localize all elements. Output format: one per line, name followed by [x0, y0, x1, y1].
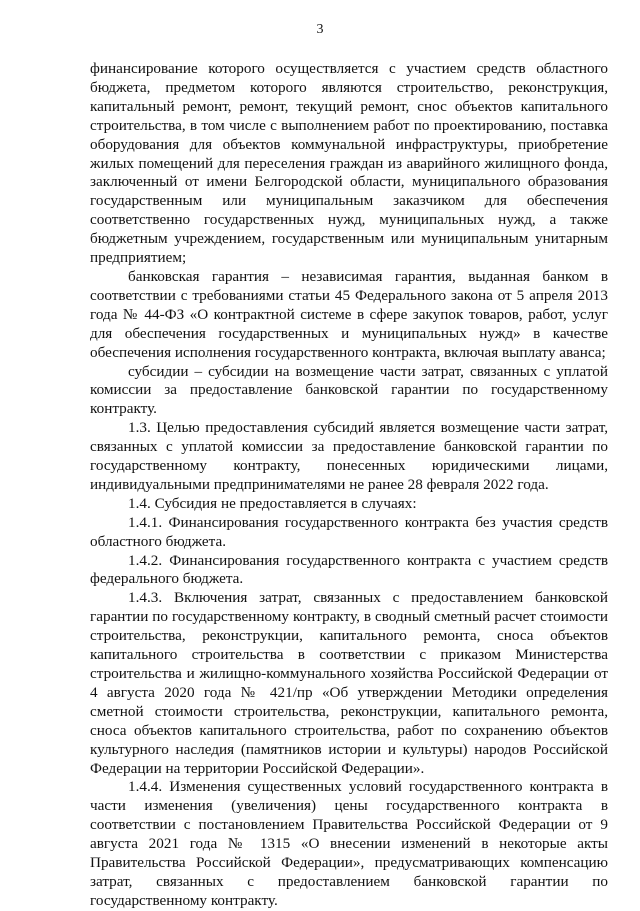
paragraph-definition-bank-guarantee: банковская гарантия – независимая гарантия, выданная банком в соответствии с требованиями статьи 45 Федерального закона от 5 апреля 2013 года № 44-ФЗ «О контрактной системе в сфере закупок товаров, работ, услуг для обеспечения государственных и муниципальных нужд» в качестве обеспечения исполнения государственного контракта, включая выплату аванса; [90, 267, 608, 361]
paragraph-1-4-1: 1.4.1. Финансирования государственного контракта без участия средств областного бюджета. [90, 513, 608, 550]
paragraph-1-4-4: 1.4.4. Изменения существенных условий государственного контракта в части изменения (увеличения) цены государственного контракта в соответствии с постановлением Правительства Российской Федерации от 9 августа 2021 года № 1315 «О внесении изменений в некоторые акты Правительства Российской Федерации», предусматривающих компенсацию затрат, связанных с предоставлением банковской гарантии по государственному контракту. [90, 778, 608, 909]
page-number: 3 [316, 22, 324, 37]
paragraph-definition-contract: финансирование которого осуществляется с участием средств областного бюджета, предметом которого являются строительство, реконструкция, капитальный ремонт, ремонт, текущий ремонт, снос объектов капитального строительства, в том числе с выполнением работ по проектированию, поставка оборудования для объектов коммунальной инфраструктуры, приобретение жилых помещений для переселения граждан из аварийного жилищного фонда, заключенный от имени Белгородской области, муниципального образования государственным или муниципальным заказчиком для обеспечения соответственно государственных нужд, муниципальных нужд, а также бюджетным учреждением, государственным или муниципальным унитарным предприятием; [90, 60, 608, 267]
paragraph-1-3: 1.3. Целью предоставления субсидий является возмещение части затрат, связанных с уплатой комиссии за предоставление банковской гарантии по государственному контракту, понесенных юридическими лицами, индивидуальными предпринимателями не ранее 28 февраля 2022 года. [90, 419, 608, 493]
paragraph-definition-subsidies: субсидии – субсидии на возмещение части затрат, связанных с уплатой комиссии за предоставление банковской гарантии по государственному контракту. [90, 362, 608, 418]
paragraph-1-4: 1.4. Субсидия не предоставляется в случаях: [128, 494, 417, 512]
document-body [90, 60, 608, 911]
paragraph-1-4-2: 1.4.2. Финансирования государственного контракта с участием средств федерального бюджета. [90, 551, 608, 588]
paragraph-1-4-3: 1.4.3. Включения затрат, связанных с предоставлением банковской гарантии по государственному контракту, в сводный сметный расчет стоимости строительства, реконструкции, капитального ремонта, сноса объектов капитального строительства в соответствии с приказом Министерства строительства и жилищно-коммунального хозяйства Российской Федерации от 4 августа 2020 года № 421/пр «Об утверждении Методики определения сметной стоимости строительства, реконструкции, капитального ремонта, сноса объектов капитального строительства, работ по сохранению объектов культурного наследия (памятников истории и культуры) народов Российской Федерации на территории Российской Федерации». [90, 589, 608, 777]
